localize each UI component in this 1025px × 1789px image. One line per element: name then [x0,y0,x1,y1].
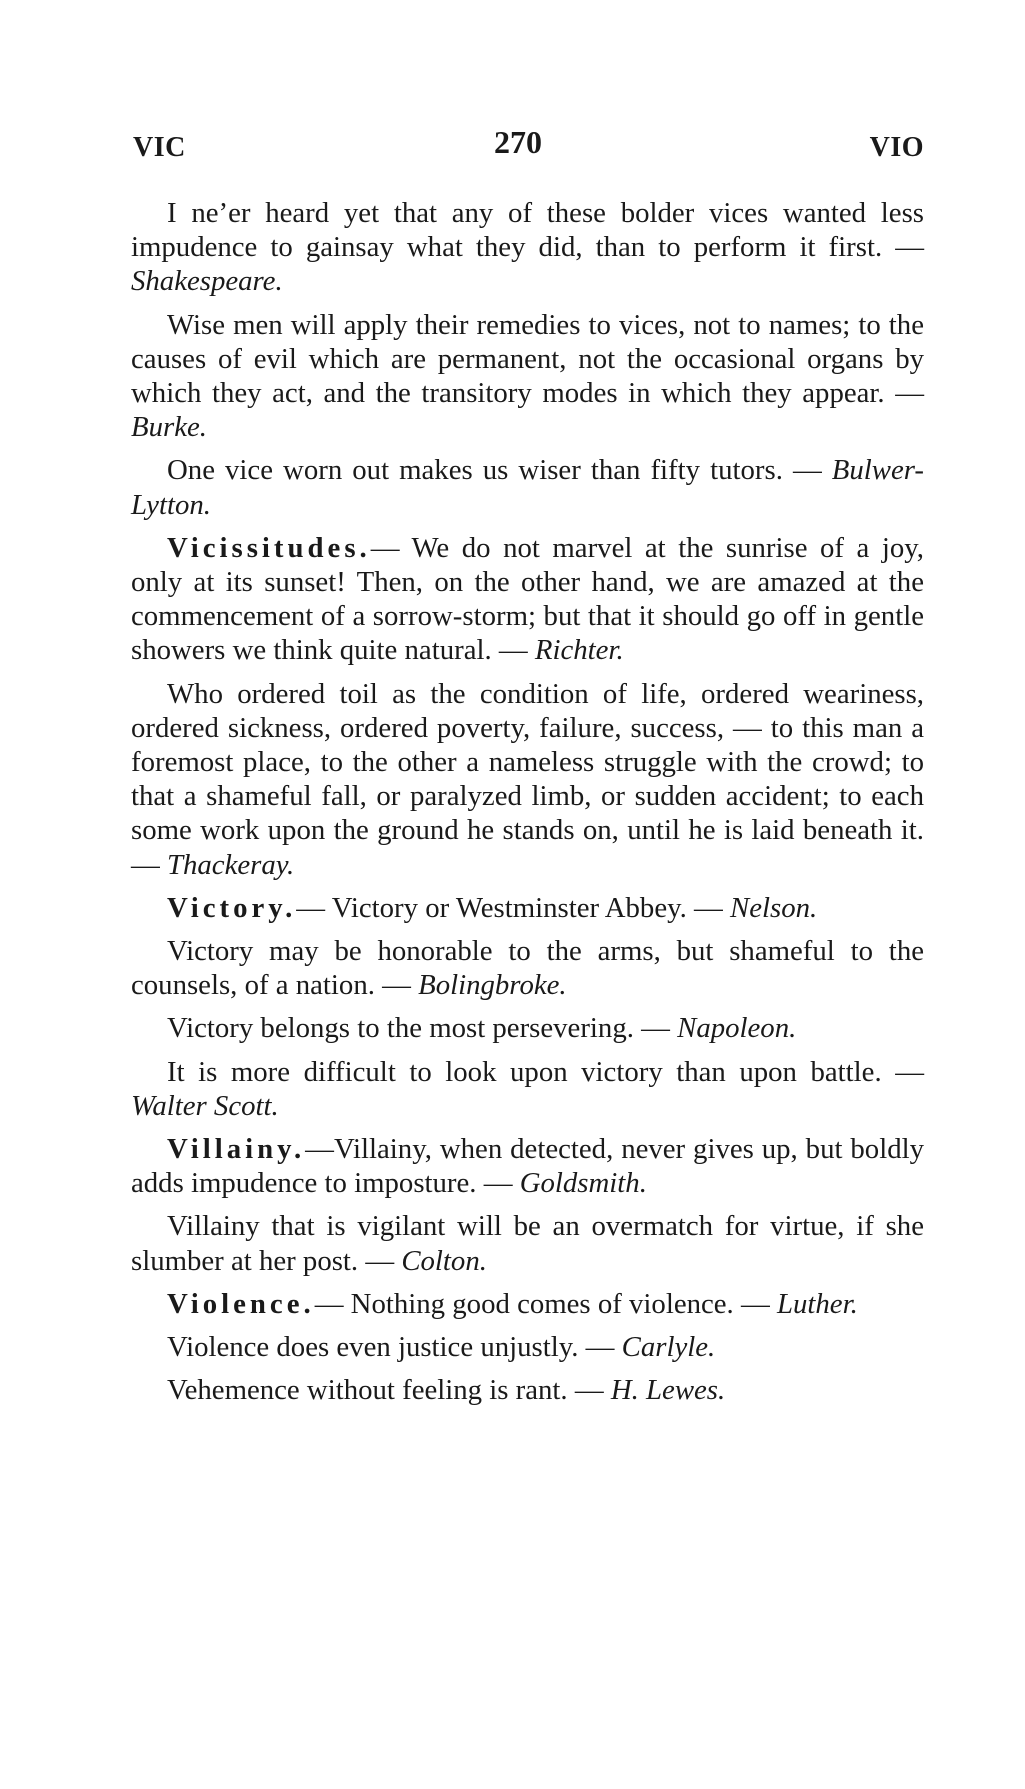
quotation-entry [131,308,924,445]
quotation-entry [131,531,924,668]
quote-author: Carlyle. [621,1331,716,1364]
quote-author: Colton. [401,1244,487,1277]
quote-author: Richter. [534,634,624,667]
quotation-entry [131,677,924,882]
quote-text: Vehemence without feeling is rant. — [167,1374,611,1407]
topic-keyword: Violence. [167,1287,315,1320]
quote-author: Nelson. [730,891,818,924]
topic-keyword: Victory. [167,891,297,924]
quote-text: Victory may be honorable to the arms, but shameful to the counsels, of a nation. — [131,935,924,1002]
quote-author: Luther. [776,1287,858,1320]
quote-author: Napoleon. [677,1012,797,1045]
quote-text: Victory belongs to the most persevering. — [167,1012,678,1045]
quotation-list [131,196,924,1417]
quotation-entry [131,1011,924,1045]
quote-author: H. Lewes. [610,1374,726,1407]
quote-text: —Villainy, when detected, never gives up, but boldly adds impudence to imposture. — [131,1133,924,1200]
quote-text: I ne’er heard yet that any of these bolder vices wanted less impudence to gainsay what they did, than to perform it first. — [131,197,924,264]
quote-text: Who ordered toil as the condition of life, ordered weariness, ordered sickness, ordered poverty, failure, success, — to this man a foremost place, to the other a nameless struggle with the crowd; to that a shameful fall, or paralyzed limb, or sudden accident; to each some work upon the ground he stands on, until he is laid beneath it. — [131,677,924,881]
topic-keyword: Villainy. [167,1133,306,1166]
quotation-entry [131,1132,924,1200]
topic-keyword: Vicissitudes. [167,531,371,564]
running-header [131,122,924,162]
quote-text: — Victory or Westminster Abbey. — [296,891,731,924]
quote-author: Bulwer-Lytton. [131,454,924,521]
quotation-entry [131,891,924,925]
quotation-entry [131,1209,924,1277]
quote-author: Shakespeare. [131,265,283,298]
quote-author: Thackeray. [167,848,295,881]
quote-text: Wise men will apply their remedies to vices, not to names; to the causes of evil which are permanent, not the occasional organs by which they act, and the transitory modes in which they appear. — [131,308,924,410]
quotation-entry [131,1055,924,1123]
quotation-entry [131,1287,924,1321]
quotation-entry [131,934,924,1002]
header-left-guide-word: VIC [133,132,186,163]
quote-author: Bolingbroke. [418,969,567,1002]
quotation-entry [131,1373,924,1407]
header-right-guide-word: VIO [869,132,924,163]
quote-text: Violence does even justice unjustly. — [167,1331,622,1364]
quote-author: Walter Scott. [131,1089,279,1122]
quote-text: It is more difficult to look upon victory than upon battle. — [167,1055,924,1088]
quote-text: Villainy that is vigilant will be an overmatch for virtue, if she slumber at her post. — [131,1210,924,1277]
quote-author: Goldsmith. [519,1167,647,1200]
quotation-entry [131,1330,924,1364]
quotation-entry [131,196,924,299]
quote-text: — We do not marvel at the sunrise of a joy, only at its sunset! Then, on the other hand, we are amazed at the commencement of a sorrow-storm; but that it should go off in gentle showers we think quite natural. — [131,531,924,667]
quote-text: — Nothing good comes of violence. — [314,1287,777,1320]
page-number: 270 [494,124,542,160]
quote-author: Burke. [131,411,207,444]
quote-text: One vice worn out makes us wiser than fifty tutors. — [167,454,832,487]
quotation-entry [131,453,924,521]
